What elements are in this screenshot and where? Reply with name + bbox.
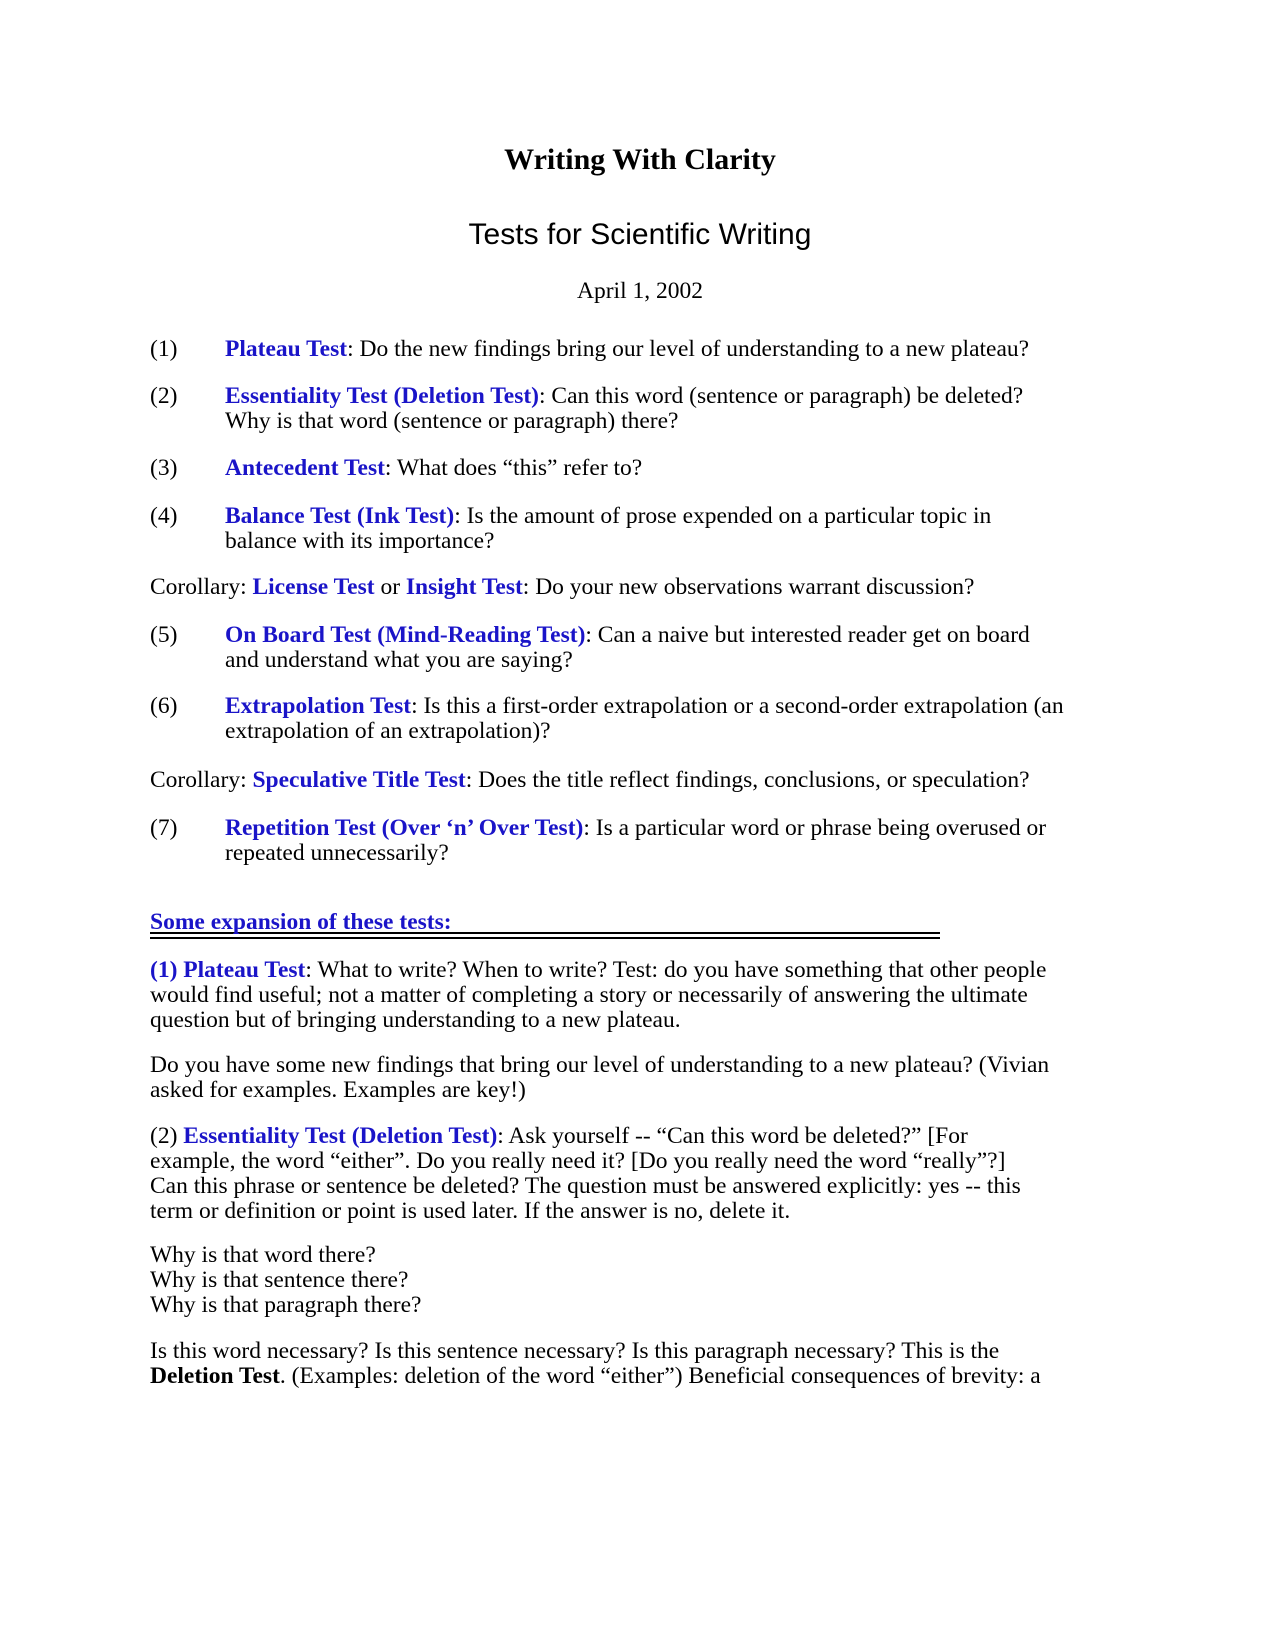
test-name: Essentiality Test (Deletion Test) [225,383,540,409]
corollary-test-name: License Test [252,574,375,600]
expansion-text: question but of bringing understanding to a new plateau. [150,1007,681,1033]
test-description: : Can a naive but interested reader get on board [585,622,1030,648]
test-name: Balance Test (Ink Test) [225,503,455,529]
test-name: Repetition Test (Over ‘n’ Over Test) [225,815,584,841]
expansion-text: Do you have some new findings that bring our level of understanding to a new plateau? (Vivian [150,1052,1050,1078]
corollary-description: : Do your new observations warrant discussion? [522,574,975,600]
expansion-text: example, the word “either”. Do you really need it? [Do you really need the word “really”?] [150,1148,1006,1174]
test-number: (3) [150,455,178,481]
test-description-continued: Why is that word (sentence or paragraph) there? [225,408,679,434]
expansion-text: would find useful; not a matter of completing a story or necessarily of answering the ultimate [150,982,1028,1008]
test-item-1 [150,337,1130,362]
expansion-why-list [150,1243,1130,1318]
corollary-1 [150,575,1130,600]
test-number: (2) [150,383,178,409]
document-title: Writing With Clarity [504,143,776,176]
test-description-continued: and understand what you are saying? [225,647,573,673]
expansion-text: term or definition or point is used later. If the answer is no, delete it. [150,1198,791,1224]
why-line: Why is that sentence there? [150,1267,409,1293]
why-line: Why is that paragraph there? [150,1292,422,1318]
expansion-test-name: Essentiality Test (Deletion Test) [183,1123,498,1149]
expansion-essentiality [150,1124,1130,1224]
expansion-plateau [150,958,1130,1033]
document-date: April 1, 2002 [577,278,703,304]
test-item-7 [150,816,1130,866]
test-description: : Is this a first-order extrapolation or a second-order extrapolation (an [411,693,1064,719]
corollary-description: : Does the title reflect findings, conclusions, or speculation? [465,767,1030,793]
test-description: : Do the new findings bring our level of understanding to a new plateau? [347,336,1030,362]
corollary-test-name: Insight Test [405,574,523,600]
corollary-prefix: Corollary: [150,574,253,600]
test-number: (1) [150,336,178,362]
expansion-necessary [150,1339,1130,1389]
test-name: Plateau Test [225,336,348,362]
expansion-test-name: (1) Plateau Test [150,957,306,983]
test-name: Extrapolation Test [225,693,412,719]
expansion-text: Can this phrase or sentence be deleted? The question must be answered explicitly: yes -- this [150,1173,1021,1199]
expansion-text: : Ask yourself -- “Can this word be deleted?” [For [497,1123,968,1149]
expansion-text: . (Examples: deletion of the word “either”) Beneficial consequences of brevity: a [279,1363,1041,1389]
test-description: : Is a particular word or phrase being overused or [583,815,1047,841]
test-item-2 [150,384,1130,434]
corollary-connector: or [374,574,406,600]
expansion-heading: Some expansion of these tests: [150,909,452,935]
corollary-test-name: Speculative Title Test [252,767,466,793]
test-number: (7) [150,815,178,841]
expansion-text: asked for examples. Examples are key!) [150,1077,526,1103]
test-item-5 [150,623,1130,673]
document-subtitle: Tests for Scientific Writing [468,218,812,251]
test-item-3 [150,456,1130,481]
expansion-text: Is this word necessary? Is this sentence necessary? Is this paragraph necessary? This is the [150,1338,1000,1364]
corollary-2 [150,768,1130,793]
test-description-continued: balance with its importance? [225,528,495,554]
test-item-6 [150,694,1130,744]
test-description: : What does “this” refer to? [384,455,643,481]
expansion-number: (2) [150,1123,184,1149]
corollary-prefix: Corollary: [150,767,253,793]
test-description: : Can this word (sentence or paragraph) be deleted? [539,383,1024,409]
test-number: (4) [150,503,178,529]
test-number: (5) [150,622,178,648]
test-number: (6) [150,693,178,719]
deletion-test-emphasis: Deletion Test [150,1363,280,1389]
test-description-continued: repeated unnecessarily? [225,840,449,866]
why-line: Why is that word there? [150,1242,376,1268]
test-name: On Board Test (Mind-Reading Test) [225,622,586,648]
test-description: : Is the amount of prose expended on a particular topic in [454,503,992,529]
test-item-4 [150,504,1130,554]
expansion-plateau-followup [150,1053,1130,1103]
test-description-continued: extrapolation of an extrapolation)? [225,718,551,744]
expansion-text: : What to write? When to write? Test: do you have something that other people [305,957,1047,983]
test-name: Antecedent Test [225,455,385,481]
